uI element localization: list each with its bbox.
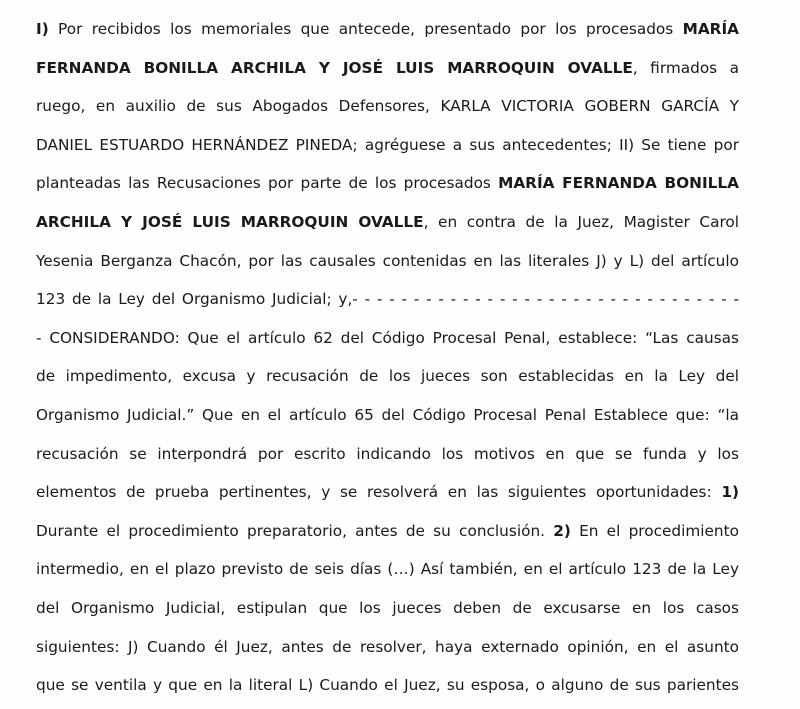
text-line [36,134,739,156]
text-run: - CONSIDERANDO: Que el artículo 62 del Código Procesal Penal, establece: “Las causas [36,328,739,347]
text-run: siguientes: J) Cuando él Juez, antes de resolver, haya externado opinión, en el asunto [36,637,739,656]
text-run: Durante el procedimiento preparatorio, antes de su conclusión. [36,521,554,540]
text-run: planteadas las Recusaciones por parte de los procesados [36,174,499,193]
text-run: ruego, en auxilio de sus Abogados Defensores, KARLA VICTORIA GOBERN GARCÍA Y [36,97,739,116]
text-run: , en contra de la Juez, Magister Carol [423,213,739,231]
bold-text: ARCHILA Y JOSÉ LUIS MARROQUIN OVALLE [36,213,424,231]
text-run: En el procedimiento [570,521,739,540]
text-line [36,481,739,503]
text-run: Organismo Judicial.” Que en el artículo 65 del Código Procesal Penal Establece que: “la [36,406,739,424]
text-line [36,674,739,696]
bold-text: MARÍA FERNANDA BONILLA [498,174,739,193]
text-line [36,327,739,349]
text-line [36,558,739,580]
text-line [36,404,739,426]
text-run: intermedio, en el plazo previsto de seis días (…) Así también, en el artículo 123 de la Ley [36,560,739,579]
text-run: del Organismo Judicial, estipulan que los jueces deben de excusarse en los casos [36,599,739,617]
text-run: que se ventila y que en la literal L) Cuando el Juez, su esposa, o alguno de sus parientes [36,676,739,695]
text-run: 123 de la Ley del Organismo Judicial; y,- - - - - - - - - - - - - - - - - - - - - - - - - - - - - - - - [36,290,739,309]
text-line [36,520,739,542]
bold-text: FERNANDA BONILLA ARCHILA Y JOSÉ LUIS MARROQUIN OVALLE [36,58,633,77]
text-run: Yesenia Berganza Chacón, por las causales contenidas en las literales J) y L) del artículo [36,251,739,270]
text-line [36,250,739,272]
text-line [36,365,739,387]
text-run: DANIEL ESTUARDO HERNÁNDEZ PINEDA; agréguese a sus antecedentes; II) Se tiene por [36,135,739,154]
text-line [36,443,739,465]
text-run: Por recibidos los memoriales que antecede, presentado por los procesados [48,20,683,38]
text-run: recusación se interpondrá por escrito indicando los motivos en que se funda y los [36,444,739,463]
bold-text: 2) [553,521,571,540]
text-line [36,211,739,233]
text-line [36,172,739,194]
text-line [36,288,739,310]
text-line [36,57,739,79]
text-line [36,597,739,619]
bold-text: MARÍA [682,20,739,38]
text-line [36,95,739,117]
text-run: , firmados a [632,58,739,77]
text-run: de impedimento, excusa y recusación de los jueces son establecidas en la Ley del [36,367,739,386]
bold-text: I) [36,20,49,38]
text-run: elementos de prueba pertinentes, y se resolverá en las siguientes oportunidades: [36,483,722,502]
bold-text: 1) [721,483,739,502]
text-line [36,636,739,658]
text-line [36,18,739,40]
